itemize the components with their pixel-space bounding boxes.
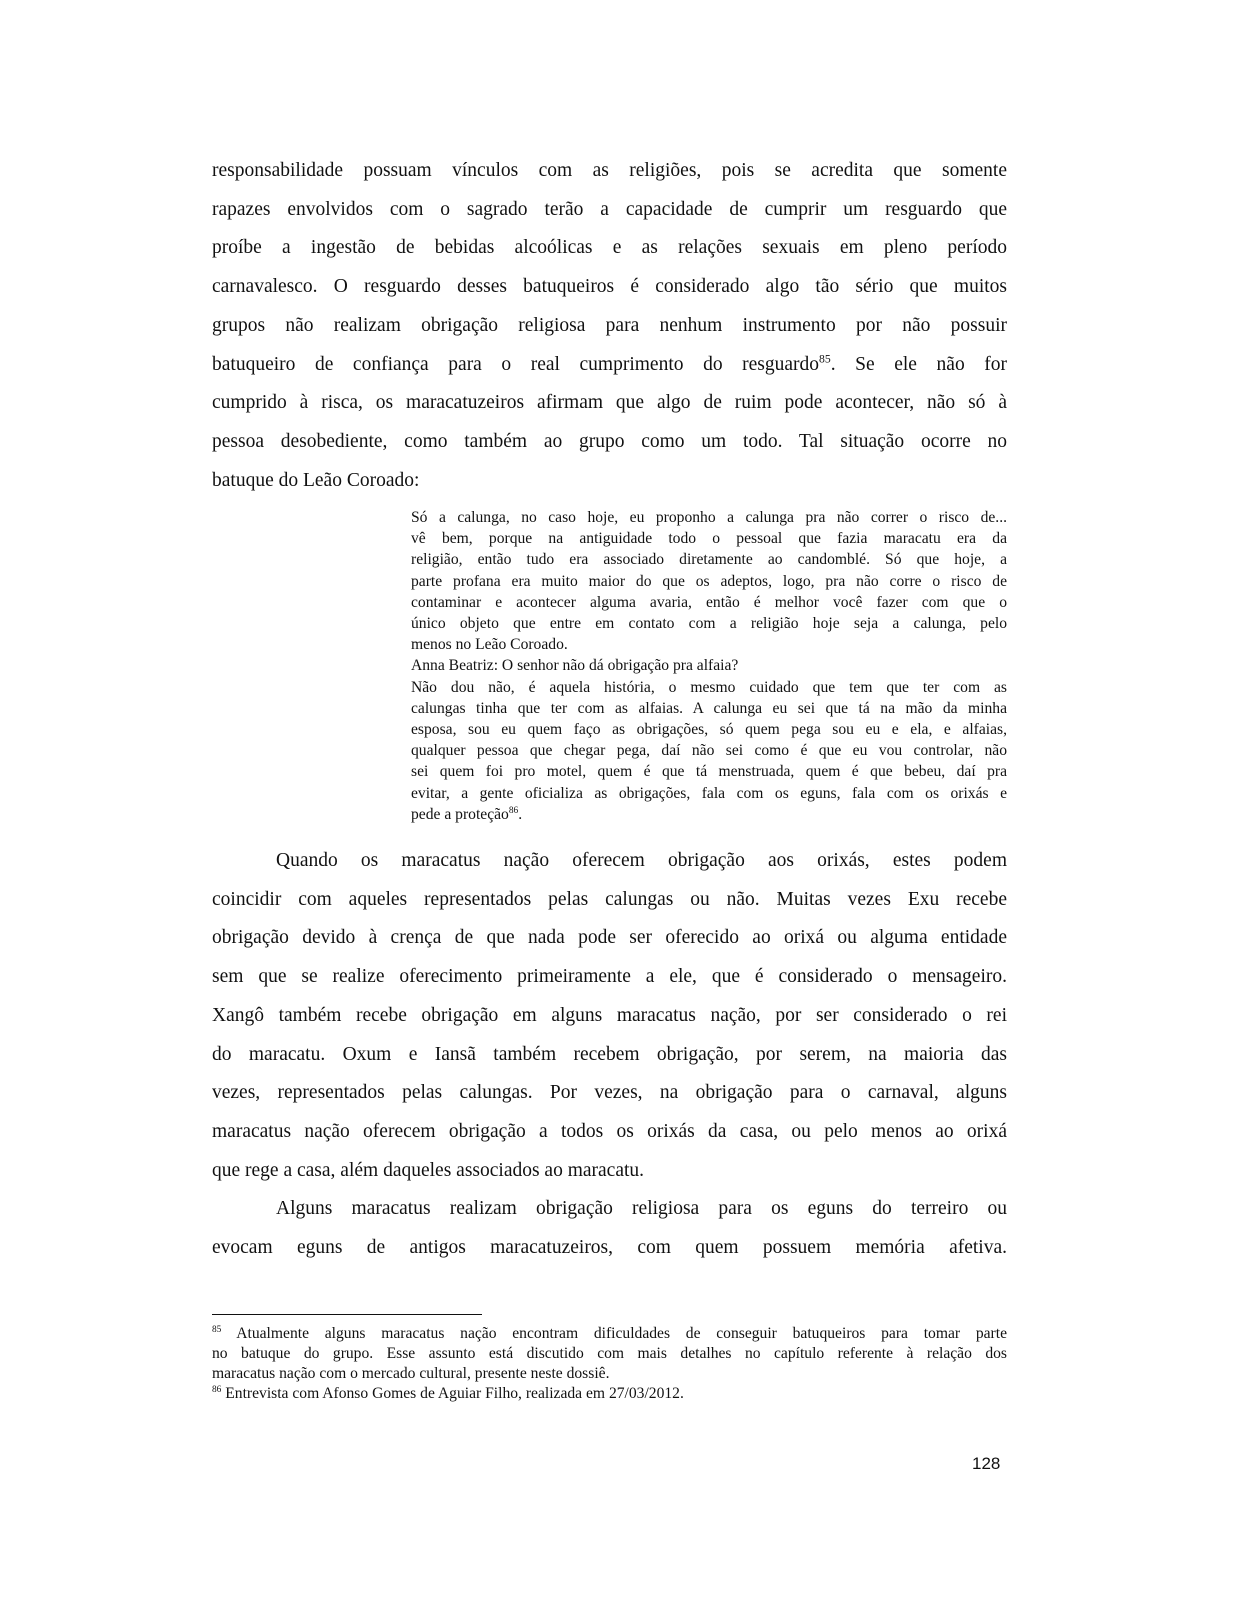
text-line: vezes, representados pelas calungas. Por vezes, na obrigação para o carnaval, alguns <box>212 1082 1007 1104</box>
text-line: Xangô também recebe obrigação em alguns maracatus nação, por ser considerado o rei <box>212 1004 1007 1026</box>
text-line: Alguns maracatus realizam obrigação religiosa para os eguns do terreiro ou <box>276 1198 1007 1220</box>
quote-line: evitar, a gente oficializa as obrigações, fala com os eguns, fala com os orixás e <box>411 784 1007 802</box>
footnote-number: 85 <box>212 1324 222 1335</box>
quote-line: único objeto que entre em contato com a religião hoje seja a calunga, pelo <box>411 615 1007 633</box>
footnote-85 <box>212 1324 1007 1344</box>
text-line: obrigação devido à crença de que nada pode ser oferecido ao orixá ou alguma entidade <box>212 927 1007 949</box>
text-line <box>212 346 1007 385</box>
text-line: proíbe a ingestão de bebidas alcoólicas e as relações sexuais em pleno período <box>212 237 1007 259</box>
text-line: grupos não realizam obrigação religiosa para nenhum instrumento por não possuir <box>212 314 1007 336</box>
text-fragment: . Se ele não for <box>830 353 1007 375</box>
quote-line: sei quem foi pro motel, quem é que tá menstruada, quem é que bebeu, daí pra <box>411 763 1007 781</box>
footnote-number: 86 <box>212 1384 222 1395</box>
quote-line: Anna Beatriz: O senhor não dá obrigação pra alfaia? <box>411 657 739 675</box>
block-quote <box>411 507 1007 825</box>
quote-line: parte profana era muito maior do que os adeptos, logo, pra não corre o risco de <box>411 572 1007 590</box>
footnote-separator <box>212 1314 482 1315</box>
text-fragment: batuqueiro de confiança para o real cumprimento do resguardo <box>212 353 820 375</box>
text-line: responsabilidade possuam vínculos com as religiões, pois se acredita que somente <box>212 160 1007 181</box>
text-fragment: . <box>518 805 523 823</box>
text-line: Quando os maracatus nação oferecem obrigação aos orixás, estes podem <box>276 850 1007 871</box>
page-number: 128 <box>972 1454 1001 1473</box>
quote-line <box>411 804 1007 825</box>
footnote-line: maracatus nação com o mercado cultural, presente neste dossiê. <box>212 1365 610 1382</box>
footnote-86 <box>212 1384 1007 1404</box>
footnote-ref-86[interactable]: 86 <box>508 805 519 816</box>
quote-line: Não dou não, é aquela história, o mesmo cuidado que tem que ter com as <box>411 678 1007 696</box>
footnote-ref-85[interactable]: 85 <box>819 352 831 366</box>
text-line: maracatus nação oferecem obrigação a todos os orixás da casa, ou pelo menos ao orixá <box>212 1120 1007 1142</box>
paragraph-1 <box>212 152 1007 500</box>
text-line: sem que se realize oferecimento primeiramente a ele, que é considerado o mensageiro. <box>212 966 1007 988</box>
quote-line: esposa, sou eu quem faço as obrigações, só quem pega sou eu e ela, e alfaias, <box>411 721 1007 739</box>
text-line: pessoa desobediente, como também ao grupo como um todo. Tal situação ocorre no <box>212 430 1007 452</box>
text-line: cumprido à risca, os maracatuzeiros afirmam que algo de ruim pode acontecer, não só à <box>212 392 1007 414</box>
footnote-line: no batuque do grupo. Esse assunto está discutido com mais detalhes no capítulo referente à relação dos <box>212 1345 1007 1362</box>
quote-line: calungas tinha que ter com as alfaias. A calunga eu sei que tá na mão da minha <box>411 699 1007 717</box>
text-fragment: pede a proteção <box>411 805 509 823</box>
text-line: carnavalesco. O resguardo desses batuqueiros é considerado algo tão sério que muitos <box>212 276 1007 298</box>
footnotes <box>212 1324 1007 1404</box>
text-line: coincidir com aqueles representados pelas calungas ou não. Muitas vezes Exu recebe <box>212 888 1007 910</box>
text-line: batuque do Leão Coroado: <box>212 469 420 491</box>
text-line: rapazes envolvidos com o sagrado terão a capacidade de cumprir um resguardo que <box>212 198 1007 220</box>
quote-line: contaminar e acontecer alguma avaria, então é melhor você fazer com que o <box>411 593 1007 611</box>
text-line: que rege a casa, além daqueles associados ao maracatu. <box>212 1159 645 1181</box>
quote-line: menos no Leão Coroado. <box>411 636 568 654</box>
quote-line: religião, então tudo era associado diretamente ao candomblé. Só que hoje, a <box>411 551 1007 569</box>
paragraph-2 <box>212 842 1007 1268</box>
quote-line: vê bem, porque na antiguidade todo o pessoal que fazia maracatu era da <box>411 530 1007 548</box>
text-line: do maracatu. Oxum e Iansã também recebem obrigação, por serem, na maioria das <box>212 1043 1007 1065</box>
footnote-text: Entrevista com Afonso Gomes de Aguiar Filho, realizada em 27/03/2012. <box>221 1385 684 1402</box>
text-line: evocam eguns de antigos maracatuzeiros, com quem possuem memória afetiva. <box>212 1237 1007 1259</box>
footnote-text: Atualmente alguns maracatus nação encontram dificuldades de conseguir batuqueiros para tomar parte <box>221 1325 1007 1342</box>
quote-line: qualquer pessoa que chegar pega, daí não sei como é que eu vou controlar, não <box>411 742 1007 760</box>
quote-line: Só a calunga, no caso hoje, eu proponho a calunga pra não correr o risco de... <box>411 509 1007 526</box>
